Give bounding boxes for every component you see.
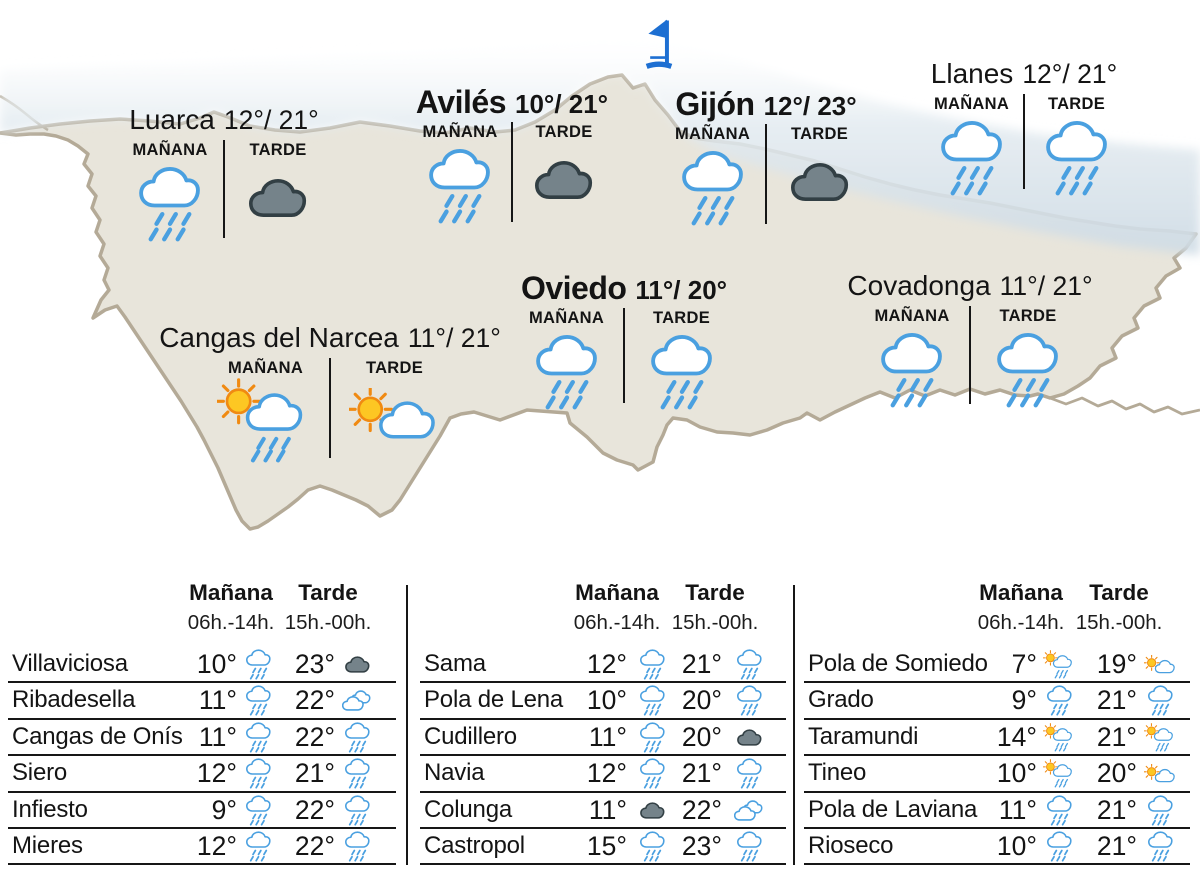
afternoon-temp: 23° (294, 649, 335, 679)
sun-cloud-icon (1144, 764, 1177, 784)
rain-icon (1148, 831, 1173, 863)
town-name: Pola de Laviana (808, 795, 978, 823)
column-header-morning: Mañana (189, 580, 273, 605)
city-name: Cangas del Narcea (159, 322, 399, 353)
morning-temp: 12° (586, 758, 627, 789)
period-afternoon (971, 306, 1085, 411)
rain-icon (1046, 120, 1108, 199)
sun-rain-icon (1043, 759, 1076, 788)
city-name: Luarca (129, 104, 215, 135)
afternoon-temp: 23° (681, 830, 722, 861)
table-row (8, 756, 396, 792)
morning-temp: 9° (1011, 685, 1037, 716)
table-row (420, 720, 786, 756)
morning-temp: 15° (586, 830, 627, 861)
column-header-afternoon: Tarde (685, 580, 745, 605)
table-row (8, 829, 396, 865)
sun-rain-icon (1043, 650, 1076, 679)
town-name: Infiesto (12, 795, 88, 823)
table-row (8, 647, 396, 683)
town-name: Cudillero (424, 722, 517, 750)
town-name: Ribadesella (12, 686, 136, 714)
period-label-afternoon: TARDE (535, 123, 593, 141)
period-afternoon (1025, 94, 1128, 199)
afternoon-temp: 22° (294, 830, 335, 861)
period-label-afternoon: TARDE (249, 141, 307, 159)
table-row (804, 756, 1190, 792)
table-row (8, 793, 396, 829)
town-name: Pola de Lena (424, 686, 564, 714)
rain-icon (640, 722, 665, 754)
table-row (804, 647, 1190, 683)
city-name: Llanes (930, 58, 1014, 89)
rain-icon (640, 831, 665, 863)
city-temps: 12°/ 21° (223, 105, 319, 135)
city-name: Avilés (415, 84, 506, 120)
period-morning (920, 94, 1023, 199)
table-row (8, 720, 396, 756)
period-label-afternoon: TARDE (1047, 95, 1106, 113)
rain-icon (345, 758, 370, 790)
rain-icon (246, 649, 271, 681)
column-hours-afternoon: 15h.-00h. (671, 611, 759, 634)
morning-temp: 11° (588, 721, 627, 752)
period-label-morning: MAÑANA (933, 95, 1010, 113)
city-periods (120, 358, 540, 464)
column-hours-morning: 06h.-14h. (573, 611, 661, 634)
period-label-morning: MAÑANA (422, 123, 498, 141)
rain-icon (997, 332, 1059, 411)
rain-icon (1148, 795, 1173, 827)
afternoon-temp: 20° (681, 721, 722, 752)
afternoon-temp: 20° (1096, 758, 1137, 789)
morning-temp: 12° (586, 649, 627, 679)
forecast-table-middle (420, 578, 786, 868)
town-name: Siero (12, 759, 68, 787)
rain-icon (941, 120, 1003, 199)
period-label-afternoon: TARDE (365, 359, 424, 377)
rain-icon (881, 332, 943, 411)
city-temps: 11°/ 20° (635, 275, 728, 305)
rain-icon (246, 758, 271, 790)
rain-icon (737, 831, 762, 863)
afternoon-temp: 21° (1096, 685, 1137, 716)
column-header-morning: Mañana (979, 580, 1063, 605)
rain-icon (1047, 795, 1072, 827)
town-name: Rioseco (808, 831, 894, 859)
column-hours-afternoon: 15h.-00h. (284, 611, 372, 634)
column-header-morning: Mañana (575, 580, 659, 605)
city-temps: 12°/ 23° (763, 91, 857, 121)
morning-temp: 11° (588, 794, 627, 825)
table-row (420, 683, 786, 719)
rain-icon (640, 649, 665, 681)
town-name: Colunga (424, 795, 513, 823)
morning-temp: 11° (198, 685, 237, 716)
city-temps: 11°/ 21° (407, 323, 501, 353)
town-name: Taramundi (808, 722, 919, 750)
sun-rain-icon (1144, 723, 1177, 752)
clouds-icon (734, 800, 764, 822)
rain-icon (1148, 685, 1173, 717)
afternoon-temp: 21° (294, 758, 335, 789)
city-name: Oviedo (520, 270, 627, 306)
map-city-forecast (120, 322, 540, 464)
rain-icon (640, 685, 665, 717)
table-divider (793, 585, 795, 865)
rain-icon (139, 166, 201, 245)
column-hours-morning: 06h.-14h. (187, 611, 275, 634)
morning-temp: 12° (196, 830, 237, 861)
morning-temp: 9° (211, 794, 237, 825)
rain-icon (651, 334, 713, 413)
dark-cloud-icon (640, 802, 665, 819)
rain-icon (246, 795, 271, 827)
afternoon-temp: 21° (1096, 830, 1137, 861)
afternoon-temp: 21° (1096, 721, 1137, 752)
period-morning (660, 124, 765, 229)
clouds-icon (342, 690, 372, 712)
rain-icon (345, 722, 370, 754)
table-row (804, 793, 1190, 829)
afternoon-temp: 22° (681, 794, 722, 825)
period-afternoon (625, 308, 738, 413)
table-rows (8, 647, 396, 865)
period-morning (117, 140, 223, 245)
dark-cloud-icon (737, 729, 762, 746)
afternoon-temp: 22° (294, 794, 335, 825)
afternoon-temp: 21° (1096, 794, 1137, 825)
column-hours-morning: 06h.-14h. (977, 611, 1065, 634)
rain-icon (737, 685, 762, 717)
rain-icon (737, 649, 762, 681)
period-morning (855, 306, 969, 411)
period-label-morning: MAÑANA (132, 141, 208, 159)
morning-temp: 7° (1011, 649, 1037, 679)
morning-temp: 12° (196, 758, 237, 789)
rain-icon (345, 831, 370, 863)
rain-icon (640, 758, 665, 790)
rain-icon (737, 758, 762, 790)
afternoon-temp: 21° (681, 649, 722, 679)
rain-icon (246, 685, 271, 717)
rain-icon (246, 831, 271, 863)
table-row (8, 683, 396, 719)
morning-temp: 10° (196, 649, 237, 679)
dark-cloud-icon (249, 178, 307, 218)
afternoon-temp: 22° (294, 685, 335, 716)
city-label (120, 322, 540, 354)
town-name: Villaviciosa (12, 650, 128, 677)
period-afternoon (331, 358, 458, 443)
town-name: Sama (424, 650, 486, 677)
forecast-table-left (8, 578, 396, 868)
rain-icon (1047, 831, 1072, 863)
period-label-morning: MAÑANA (528, 309, 605, 327)
period-label-afternoon: TARDE (790, 125, 849, 143)
table-rows (420, 647, 786, 865)
period-morning (202, 358, 329, 464)
town-name: Cangas de Onís (12, 722, 183, 750)
city-name: Covadonga (847, 270, 991, 301)
city-periods (760, 306, 1180, 411)
town-name: Mieres (12, 831, 83, 859)
table-divider (406, 585, 408, 865)
afternoon-temp: 19° (1096, 649, 1137, 679)
afternoon-temp: 20° (681, 685, 722, 716)
table-row (420, 647, 786, 683)
rain-icon (1047, 685, 1072, 717)
period-label-morning: MAÑANA (674, 125, 751, 143)
city-periods (814, 94, 1200, 199)
morning-temp: 10° (996, 830, 1037, 861)
forecast-table-right (804, 578, 1190, 868)
column-header-afternoon: Tarde (1089, 580, 1149, 605)
period-morning (409, 122, 511, 227)
city-temps: 11°/ 21° (999, 271, 1093, 301)
table-row (420, 756, 786, 792)
sun-cloud-icon (349, 388, 441, 443)
rain-icon (429, 148, 491, 227)
period-label-morning: MAÑANA (227, 359, 304, 377)
morning-temp: 10° (996, 758, 1037, 789)
column-header-afternoon: Tarde (298, 580, 358, 605)
afternoon-temp: 22° (294, 721, 335, 752)
table-rows (804, 647, 1190, 865)
table-row (804, 720, 1190, 756)
morning-temp: 11° (998, 794, 1037, 825)
period-label-morning: MAÑANA (874, 307, 950, 325)
city-label (760, 270, 1180, 302)
table-row (804, 683, 1190, 719)
map-city-forecast (814, 58, 1200, 199)
town-name: Grado (808, 686, 874, 714)
afternoon-temp: 21° (681, 758, 722, 789)
table-row (420, 829, 786, 865)
town-name: Tineo (808, 759, 867, 787)
rain-icon (246, 722, 271, 754)
morning-temp: 14° (996, 721, 1037, 752)
sun-cloud-icon (1144, 655, 1177, 675)
map-city-forecast (760, 270, 1180, 411)
sun-rain-icon (1043, 723, 1076, 752)
city-name: Gijón (675, 86, 755, 122)
town-name: Castropol (424, 831, 525, 859)
rain-icon (345, 795, 370, 827)
morning-temp: 10° (586, 685, 627, 716)
sun-rain-icon (217, 378, 314, 464)
table-row (420, 793, 786, 829)
city-temps: 12°/ 21° (1022, 59, 1118, 89)
period-label-afternoon: TARDE (999, 307, 1057, 325)
town-name: Pola de Somiedo (808, 650, 988, 677)
town-name: Navia (424, 759, 485, 787)
rain-icon (682, 150, 744, 229)
city-label (814, 58, 1200, 90)
dark-cloud-icon (345, 656, 370, 673)
table-row (804, 829, 1190, 865)
column-hours-afternoon: 15h.-00h. (1075, 611, 1163, 634)
rain-icon (536, 334, 598, 413)
period-label-afternoon: TARDE (652, 309, 711, 327)
morning-temp: 11° (198, 721, 237, 752)
city-temps: 10°/ 21° (515, 89, 609, 119)
